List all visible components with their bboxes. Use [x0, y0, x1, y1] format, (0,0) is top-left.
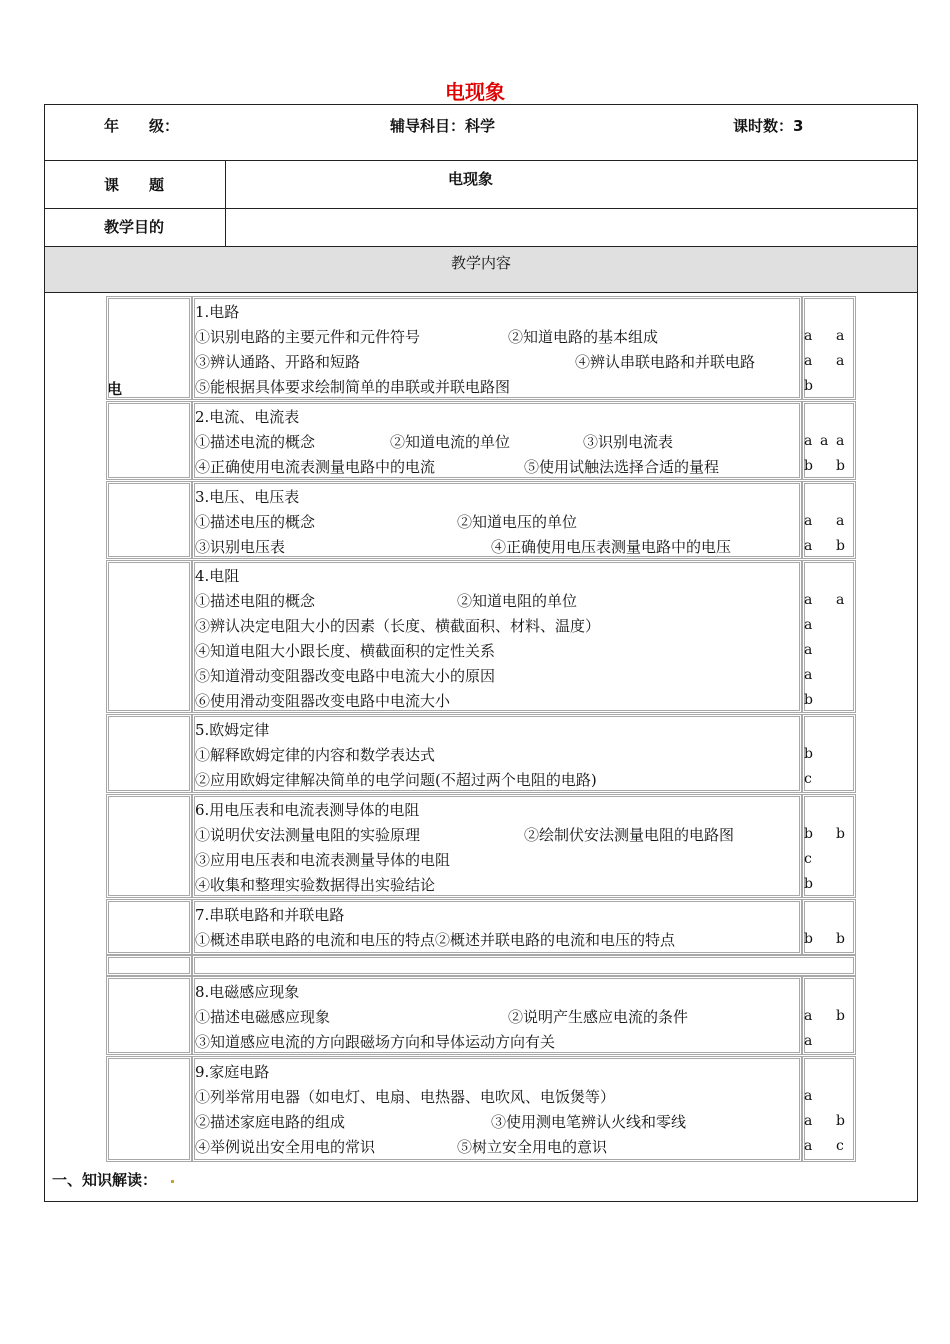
level-mark: b [804, 378, 813, 394]
level-mark: a [804, 433, 813, 449]
grade-label: 年 级： [104, 117, 180, 135]
section-side-cell [106, 976, 192, 1055]
section-side-cell [106, 899, 192, 955]
objective-text: ⑤使用试触法选择合适的量程 [524, 458, 720, 476]
objective-text: ①说明伏安法测量电阻的实验原理 [195, 826, 421, 844]
level-mark: b [836, 1008, 845, 1024]
section-title: 9.家庭电路 [195, 1063, 270, 1081]
objective-text: ③使用测电笔辨认火线和零线 [491, 1113, 687, 1131]
objective-text: ①列举常用电器（如电灯、电扇、电热器、电吹风、电饭煲等） [195, 1088, 616, 1106]
level-mark: a [836, 592, 845, 608]
objective-text: ④正确使用电流表测量电路中的电流 [195, 458, 436, 476]
level-mark: b [836, 931, 845, 947]
level-mark: a [804, 353, 813, 369]
level-mark: b [836, 538, 845, 554]
objective-text: ④举例说出安全用电的常识 [195, 1138, 376, 1156]
level-mark: a [820, 433, 829, 449]
section-side-cell [106, 794, 192, 898]
row-divider [44, 292, 918, 293]
side-label: 电 [107, 380, 123, 398]
objective-text: ③识别电压表 [195, 538, 286, 556]
objective-text: ⑤树立安全用电的意识 [457, 1138, 608, 1156]
level-mark: a [804, 513, 813, 529]
level-mark: b [836, 458, 845, 474]
objective-text: ①解释欧姆定律的内容和数学表达式 [195, 746, 436, 764]
content-heading: 教学内容 [450, 254, 511, 272]
level-mark: a [804, 642, 813, 658]
objective-text: ②应用欧姆定律解决简单的电学问题(不超过两个电阻的电路) [195, 771, 597, 789]
objective-text: ②描述家庭电路的组成 [195, 1113, 346, 1131]
level-mark: b [804, 692, 813, 708]
level-mark: b [804, 826, 813, 842]
level-mark: a [804, 667, 813, 683]
section-title: 8.电磁感应现象 [195, 983, 300, 1001]
objective-text: ①识别电路的主要元件和元件符号 [195, 328, 421, 346]
section-title: 5.欧姆定律 [195, 721, 270, 739]
level-mark: c [804, 771, 812, 787]
section-side-cell [106, 401, 192, 480]
subject-label: 辅导科目：科学 [390, 117, 496, 135]
objective-text: ①描述电流的概念 [195, 433, 316, 451]
objective-text: ③辨认通路、开路和短路 [195, 353, 361, 371]
objective-text: ①描述电阻的概念 [195, 592, 316, 610]
topic-label: 课 题 [104, 176, 165, 194]
level-mark: a [804, 328, 813, 344]
level-cell [802, 560, 856, 713]
level-mark: b [804, 458, 813, 474]
section-title: 7.串联电路和并联电路 [195, 906, 345, 924]
level-mark: b [804, 746, 813, 762]
objective-text: ②知道电流的单位 [390, 433, 511, 451]
level-mark: a [804, 592, 813, 608]
objective-text: ②知道电压的单位 [457, 513, 578, 531]
section-title: 1.电路 [195, 303, 240, 321]
section-side-cell [106, 560, 192, 713]
objective-text: ②知道电路的基本组成 [508, 328, 659, 346]
level-mark: a [804, 1033, 813, 1049]
table-border-bottom [44, 1201, 918, 1202]
level-mark: a [804, 538, 813, 554]
spacer-side-cell [106, 955, 192, 976]
objective-text: ③应用电压表和电流表测量导体的电阻 [195, 851, 451, 869]
section-side-cell [106, 1056, 192, 1162]
section-title: 2.电流、电流表 [195, 408, 300, 426]
level-mark: a [836, 433, 845, 449]
section-side-cell [106, 481, 192, 559]
objective-text: ⑥使用滑动变阻器改变电路中电流大小 [195, 692, 451, 710]
page-title: 电现象 [445, 80, 505, 104]
level-mark: a [804, 1088, 813, 1104]
marker-dot [171, 1180, 174, 1183]
topic-value: 电现象 [448, 170, 494, 188]
section-side-cell [106, 714, 192, 793]
spacer-cell [192, 955, 856, 976]
objective-text: ④正确使用电压表测量电路中的电压 [491, 538, 732, 556]
objective-text: ⑤知道滑动变阻器改变电路中电流大小的原因 [195, 667, 496, 685]
level-mark: a [804, 617, 813, 633]
objective-text: ①描述电磁感应现象 [195, 1008, 331, 1026]
level-mark: a [804, 1113, 813, 1129]
objective-text: ④辨认串联电路和并联电路 [575, 353, 756, 371]
objective-text: ②绘制伏安法测量电阻的电路图 [524, 826, 735, 844]
objective-text: ②说明产生感应电流的条件 [508, 1008, 689, 1026]
section-title: 6.用电压表和电流表测导体的电阻 [195, 801, 420, 819]
row-divider [44, 208, 918, 209]
objective-text: ③识别电流表 [583, 433, 674, 451]
section-title: 4.电阻 [195, 567, 240, 585]
objective-text: ③辨认决定电阻大小的因素（长度、横截面积、材料、温度） [195, 617, 601, 635]
objective-text: ①描述电压的概念 [195, 513, 316, 531]
row-divider [44, 160, 918, 161]
level-mark: a [836, 328, 845, 344]
objective-text: ②知道电阻的单位 [457, 592, 578, 610]
level-mark: b [804, 876, 813, 892]
objective-text: ⑤能根据具体要求绘制简单的串联或并联电路图 [195, 378, 511, 396]
column-divider [225, 160, 226, 246]
level-mark: c [804, 851, 812, 867]
level-mark: a [836, 513, 845, 529]
objective-text: ④知道电阻大小跟长度、横截面积的定性关系 [195, 642, 496, 660]
level-mark: a [804, 1008, 813, 1024]
table-border-top [44, 104, 918, 105]
footer-heading: 一、知识解读： [52, 1171, 158, 1189]
section-side-cell [106, 296, 192, 400]
hours-label: 课时数：3 [733, 117, 804, 135]
level-mark: c [836, 1138, 844, 1154]
objective-text: ①概述串联电路的电流和电压的特点②概述并联电路的电流和电压的特点 [195, 931, 676, 949]
level-mark: b [804, 931, 813, 947]
level-mark: b [836, 826, 845, 842]
level-mark: b [836, 1113, 845, 1129]
level-mark: a [804, 1138, 813, 1154]
goal-label: 教学目的 [104, 218, 165, 236]
section-title: 3.电压、电压表 [195, 488, 300, 506]
level-mark: a [836, 353, 845, 369]
objective-text: ④收集和整理实验数据得出实验结论 [195, 876, 436, 894]
objective-text: ③知道感应电流的方向跟磁场方向和导体运动方向有关 [195, 1033, 556, 1051]
